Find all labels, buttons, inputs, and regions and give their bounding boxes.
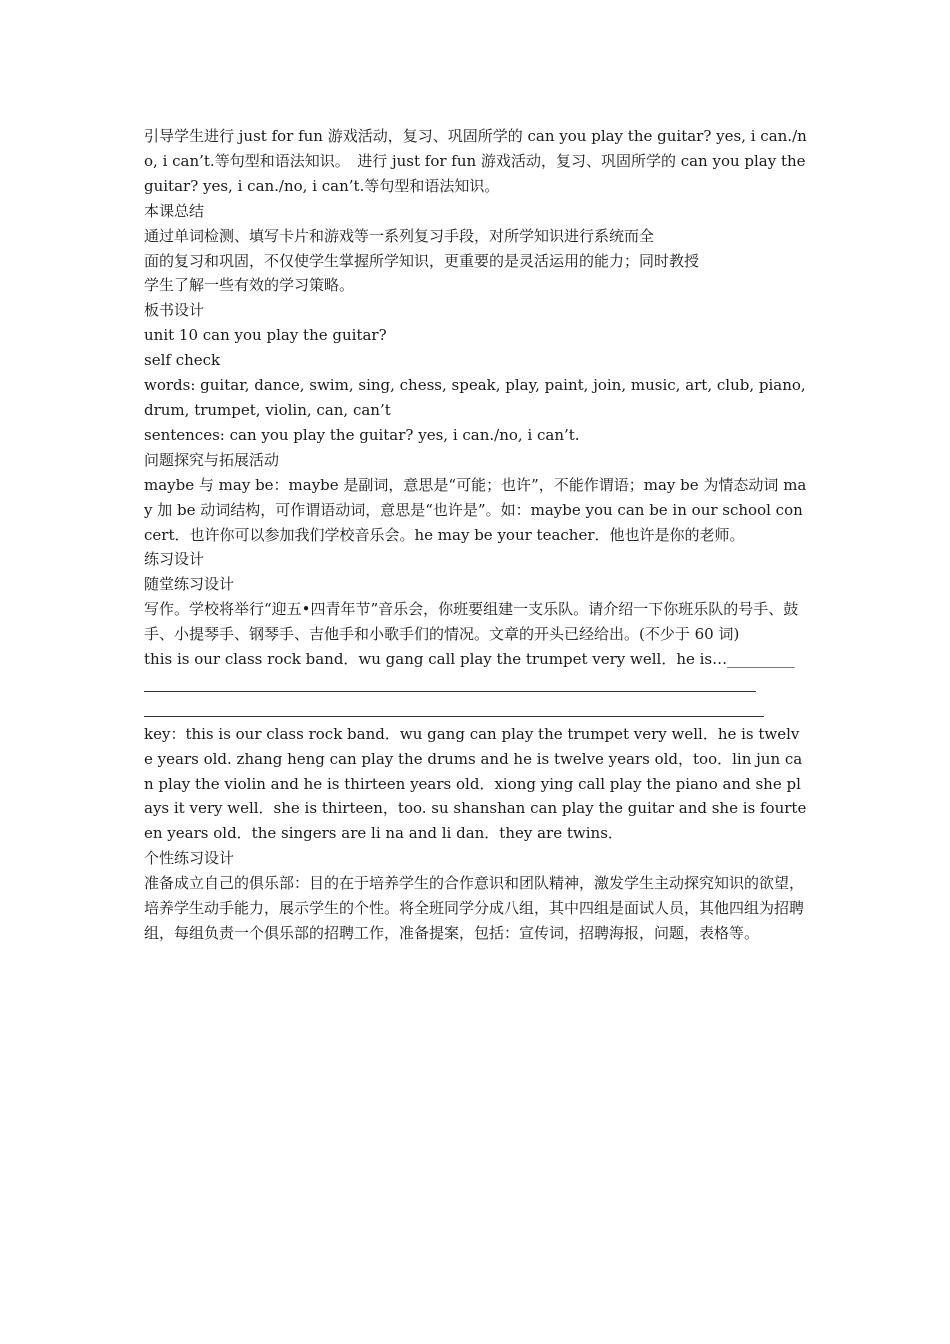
words-list: words: guitar, dance, swim, sing, chess, speak, play, paint, join, music, art, club, piano, drum, trumpet, violin, can, can’t — [144, 376, 806, 419]
summary-line-1: 通过单词检测、填写卡片和游戏等一系列复习手段，对所学知识进行系统而全 — [144, 226, 655, 245]
document-body — [144, 124, 808, 946]
summary-line-3: 学生了解一些有效的学习策略。 — [144, 276, 355, 295]
heading-board-design: 板书设计 — [144, 301, 205, 320]
self-check-label: self check — [144, 351, 221, 370]
heading-lesson-summary: 本课总结 — [144, 201, 205, 220]
maybe-explanation: maybe 与 may be：maybe 是副词，意思是“可能；也许”，不能作谓语；may be 为情态动词 may 加 be 动词结构，可作谓语动词，意思是“也许是”。如：maybe you can be in our school concert．也许你可以参加我们学校音乐会。he may be your teacher．他也许是你的老师。 — [144, 475, 807, 544]
answer-key: key：this is our class rock band．wu gang can play the trumpet very well．he is twelve years old. zhang heng can play the drums and he is twelve years old，too．lin jun can play the violin and he is thirteen years old．xiong ying call play the piano and she plays it very well．she is thirteen，too. su shanshan can play the guitar and she is fourteen years old．the singers are li na and li dan．they are twins． — [144, 724, 807, 843]
intro-paragraph: 引导学生进行 just for fun 游戏活动，复习、巩固所学的 can you play the guitar? yes, i can./no, i can’t.等句型和语法知识。 进行 just for fun 游戏活动，复习、巩固所学的 can you play the guitar? yes, i can./no, i can’t.等句型和语法知识。 — [144, 127, 807, 195]
sentences-line: sentences: can you play the guitar? yes, i can./no, i can’t. — [144, 425, 580, 444]
heading-personal-exercise: 个性练习设计 — [144, 849, 235, 868]
writing-task: 写作。学校将举行“迎五•四青年节”音乐会，你班要组建一支乐队。请介绍一下你班乐队的号手、鼓手、小提琴手、钢琴手、吉他手和小歌手们的情况。文章的开头已经给出。(不少于 60 词) — [144, 600, 799, 644]
heading-inquiry-activities: 问题探究与拓展活动 — [144, 450, 280, 469]
answer-blank-line-1 — [144, 672, 808, 697]
heading-classroom-exercise: 随堂练习设计 — [144, 575, 235, 594]
writing-prompt-start: this is our class rock band．wu gang call play the trumpet very well．he is…_________ — [144, 650, 795, 669]
summary-line-2: 面的复习和巩固，不仅使学生掌握所学知识，更重要的是灵活运用的能力；同时教授 — [144, 251, 700, 270]
unit-title: unit 10 can you play the guitar? — [144, 326, 387, 345]
heading-exercise-design: 练习设计 — [144, 550, 205, 569]
answer-blank-line-2 — [144, 697, 808, 722]
club-activity-description: 准备成立自己的俱乐部：目的在于培养学生的合作意识和团队精神，激发学生主动探究知识的欲望，培养学生动手能力，展示学生的个性。将全班同学分成八组，其中四组是面试人员，其他四组为招聘组，每组负责一个俱乐部的招聘工作，准备提案，包括：宣传词，招聘海报，问题，表格等。 — [144, 874, 805, 942]
